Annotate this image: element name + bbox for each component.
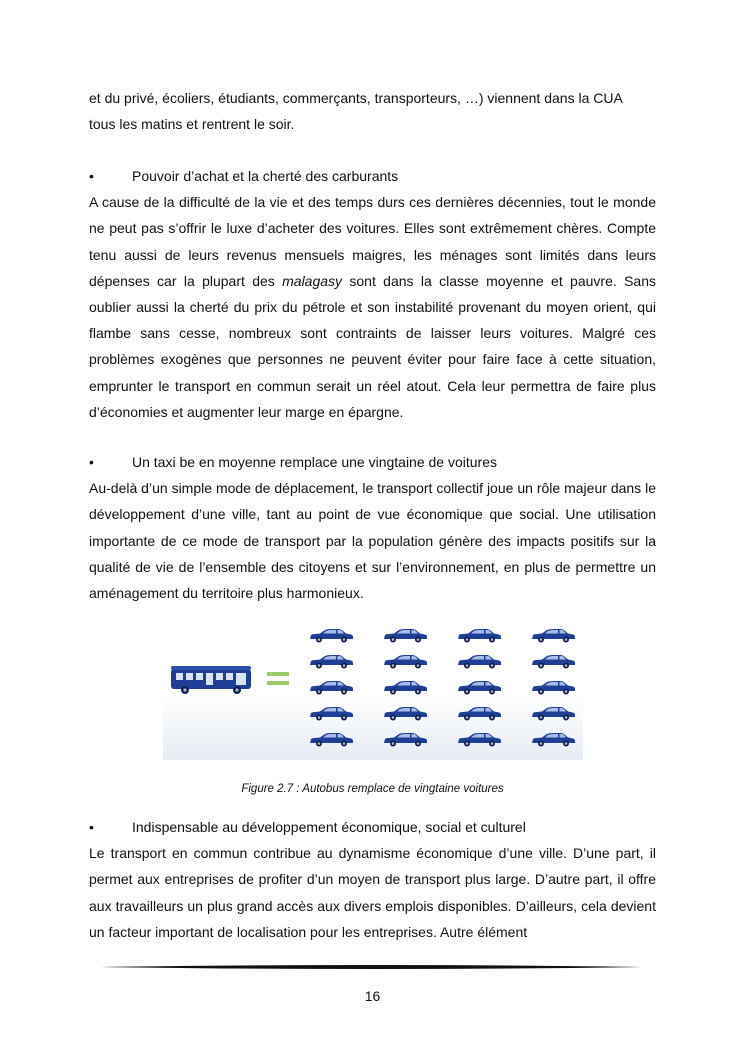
section-heading: Indispensable au développement économique, social et culturel <box>132 819 526 835</box>
paragraph-line: tous les matins et rentrent le soir. <box>89 116 295 133</box>
bullet-heading <box>89 814 656 840</box>
section-paragraph <box>89 189 656 425</box>
italic-term: malagasy <box>282 272 343 289</box>
bullet-icon: • <box>89 819 94 835</box>
bullet-heading <box>89 449 656 475</box>
paragraph-text: sont dans la classe moyenne et pauvre. Sans oublier aussi la cherté du prix du pétrole et son instabilité provenant du moyen orient, qui flambe sans cesse, nombreux sont contraints de laisser leurs voitures. Malgré ces problèmes exogènes que personnes ne peuvent éviter pour faire face à cette situation, emprunter le transport en commun serait un réel atout. Cela leur permettra de faire plus d’économies et augmenter leur marge en épargne. <box>89 272 656 420</box>
figure-caption: Figure 2.7 : Autobus remplace de vingtaine voitures <box>241 783 504 795</box>
bullet-icon: • <box>89 454 94 470</box>
section-paragraph: Au-delà d’un simple mode de déplacement, le transport collectif joue un rôle majeur dans le développement d’une ville, tant au point de vue économique que social. Une utilisation importante de ce mode de transport par la population génère des impacts positifs sur la qualité de vie de l’ensemble des citoyens et sur l’environnement, en plus de permettre un aménagement du territoire plus harmonieux. <box>89 480 656 601</box>
section-taxi-be <box>89 449 656 606</box>
page-number: 16 <box>364 988 381 1004</box>
bus-vs-cars-figure <box>163 617 583 760</box>
bullet-heading <box>89 163 656 189</box>
section-purchasing-power <box>89 163 656 425</box>
bullet-icon: • <box>89 168 94 184</box>
paragraph-line: et du privé, écoliers, étudiants, commerçants, transporteurs, …) viennent dans la CUA <box>89 90 623 106</box>
section-paragraph: Le transport en commun contribue au dynamisme économique d’une ville. D’une part, il permet aux entreprises de profiter d’un moyen de transport plus large. D’autre part, il offre aux travailleurs un plus grand accès aux divers emplois disponibles. D’ailleurs, cela devient un facteur important de localisation pour les entreprises. Autre élément <box>89 845 656 940</box>
section-economic-development <box>89 814 656 945</box>
paragraph-text: A cause de la difficulté de la vie et des temps durs ces dernières décennies, tout le monde ne peut pas s’offrir le luxe d’acheter des voitures. Elles sont extrêmement chères. Compte tenu aussi de leurs revenus mensuels maigres, les ménages sont limités dans leurs dépenses car la plupart des <box>89 194 656 289</box>
section-heading: Un taxi be en moyenne remplace une vingtaine de voitures <box>132 454 497 470</box>
footer-divider <box>101 961 641 973</box>
paragraph-top <box>89 85 656 137</box>
section-heading: Pouvoir d’achat et la cherté des carburants <box>132 168 399 184</box>
